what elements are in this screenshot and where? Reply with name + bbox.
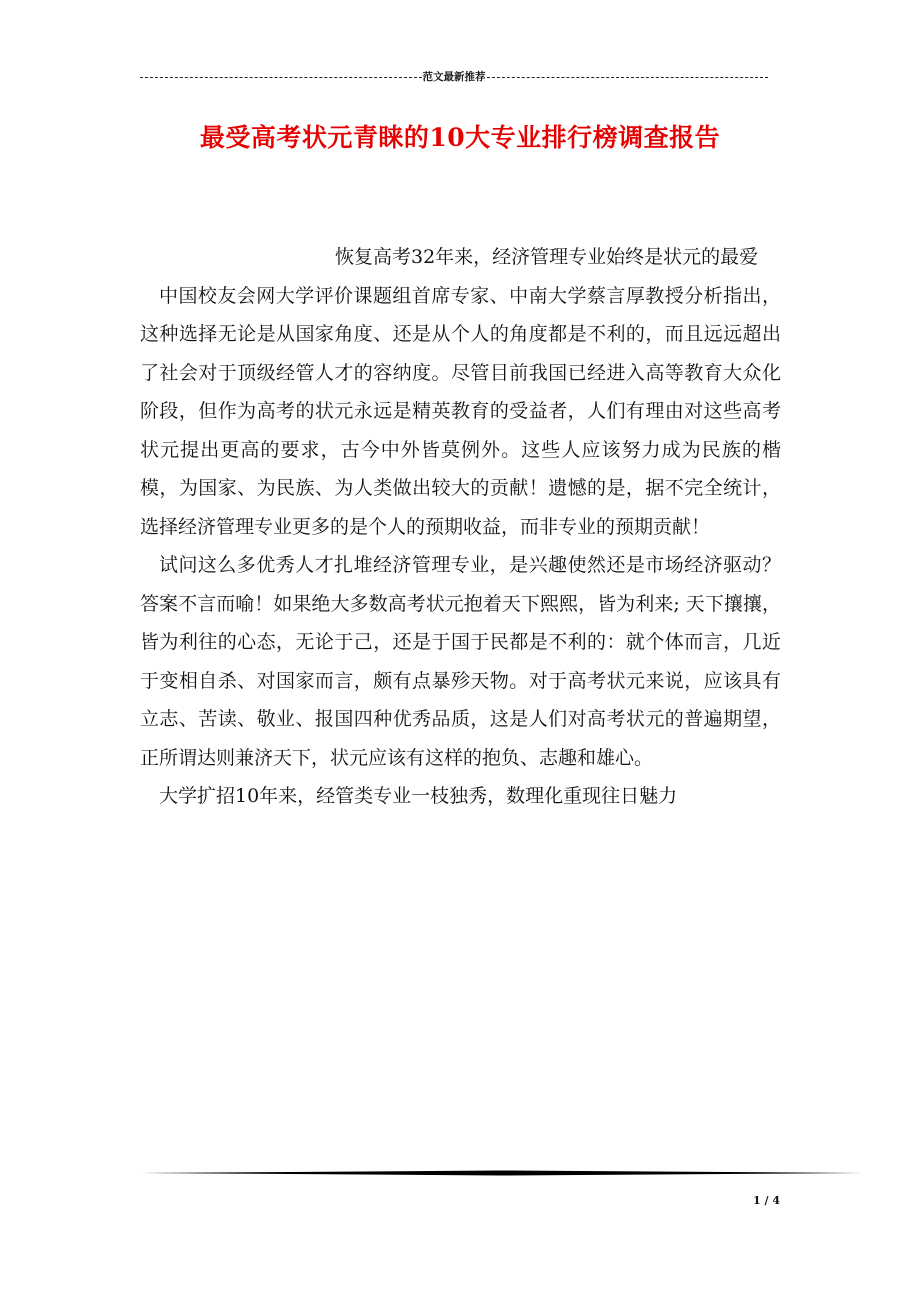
header-rule [140,66,768,86]
document-body [140,238,781,816]
footer-rule-graphic [140,1170,863,1176]
header-dashes-right [487,77,769,78]
paragraph-lead: 恢复高考32年来，经济管理专业始终是状元的最爱 [335,246,759,268]
page-number: 1 / 4 [753,1194,780,1207]
paragraph: 中国校友会网大学评价课题组首席专家、中南大学蔡言厚教授分析指出，这种选择无论是从国家角度、还是从个人的角度都是不利的，而且远远超出了社会对于顶级经管人才的容纳度。尽管目前我国已经进入高等教育大众化阶段，但作为高考的状元永远是精英教育的受益者，人们有理由对这些高考状元提出更高的要求，古今中外皆莫例外。这些人应该努力成为民族的楷模，为国家、为民族、为人类做出较大的贡献！遗憾的是，据不完全统计，选择经济管理专业更多的是个人的预期收益，而非专业的预期贡献！ [140,284,781,538]
document-title: 最受高考状元青睐的10大专业排行榜调查报告 [199,123,721,152]
header-dashes-left [140,77,422,78]
paragraph: 试问这么多优秀人才扎堆经济管理专业，是兴趣使然还是市场经济驱动？答案不言而喻！如果绝大多数高考状元抱着天下熙熙，皆为利来; 天下攘攘，皆为利往的心态，无论于己，还是于国于民都是不利的：就个体而言，几近于变相自杀、对国家而言，颇有点暴殄天物。对于高考状元来说，应该具有立志、苦读、敬业、报国四种优秀品质，这是人们对高考状元的普遍期望，正所谓达则兼济天下，状元应该有这样的抱负、志趣和雄心。 [140,554,781,769]
footer-rule [140,1170,863,1176]
paragraph: 大学扩招10年来，经管类专业一枝独秀，数理化重现往日魅力 [159,785,678,807]
header-label: 范文最新推荐 [422,70,486,83]
